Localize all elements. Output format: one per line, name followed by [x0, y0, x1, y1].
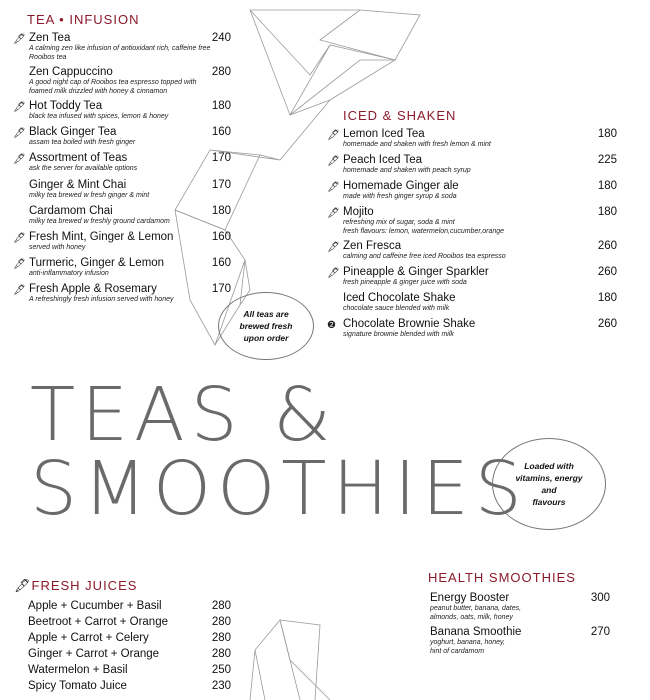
item-name: Beetroot + Carrot + Orange [28, 616, 168, 628]
leaf-icon: 🖋 [327, 268, 340, 279]
teas-note-badge: All teas are brewed fresh upon order [218, 292, 314, 360]
item-price: 180 [597, 206, 617, 218]
fresh-juices-list [28, 600, 231, 696]
item-price: 280 [211, 600, 231, 612]
item-name: Ginger & Mint Chai [29, 179, 127, 191]
smoothie-note-badge: Loaded with vitamins, energy and flavours [492, 438, 606, 530]
item-description: chocolate sauce blended with milk [343, 305, 450, 312]
item-description: milky tea brewed w freshly ground cardamom [29, 218, 170, 225]
leaf-icon: 🖋 [13, 154, 26, 165]
page-title-line2: SMOOTHIES [30, 446, 528, 532]
item-name: Zen Fresca [343, 240, 402, 252]
item-price: 160 [211, 231, 231, 243]
item-price: 280 [211, 632, 231, 644]
fresh-juices-title-text: FRESH JUICES [31, 578, 138, 593]
leaf-icon: 🖋 [327, 130, 340, 141]
item-name: Assortment of Teas [29, 152, 128, 164]
item-description: calming and caffeine free iced Rooibos tea espresso [343, 253, 506, 260]
item-price: 225 [597, 154, 617, 166]
item-name: Banana Smoothie [430, 626, 522, 638]
item-name: Iced Chocolate Shake [343, 292, 456, 304]
item-description: homemade and shaken with peach syrup [343, 167, 471, 174]
item-price: 180 [211, 100, 231, 112]
item-description: fresh pineapple & ginger juice with soda [343, 279, 467, 286]
item-name: Apple + Carrot + Celery [28, 632, 149, 644]
item-name: Zen Cappuccino [29, 66, 113, 78]
item-description: peanut butter, banana, dates, almonds, oats, milk, honey [430, 605, 522, 621]
item-description: homemade and shaken with fresh lemon & mint [343, 141, 491, 148]
item-name: Black Ginger Tea [29, 126, 117, 138]
tea-infusion-title: TEA • INFUSION [27, 12, 140, 27]
item-price: 260 [597, 318, 617, 330]
item-description: anti-inflammatory infusion [29, 270, 109, 277]
item-description: assam tea boiled with fresh ginger [29, 139, 136, 146]
leaf-icon: 🖋 [14, 578, 32, 593]
item-description: made with fresh ginger syrup & soda [343, 193, 457, 200]
leaf-icon: 🖋 [13, 259, 26, 270]
page-title-line1: TEAS & [30, 372, 337, 458]
leaf-icon: 🖋 [13, 102, 26, 113]
item-description: refreshing mix of sugar, soda & mint fresh flavours: lemon, watermelon,cucumber,orange [343, 219, 505, 235]
item-description: yoghurt, banana, honey, hint of cardamom [430, 639, 505, 655]
iced-shaken-title: ICED & SHAKEN [343, 108, 457, 123]
item-price: 170 [211, 179, 231, 191]
item-price: 280 [211, 616, 231, 628]
health-smoothies-title: HEALTH SMOOTHIES [428, 570, 576, 585]
item-description: A good night cap of Rooibos tea espresso topped with foamed milk drizzled with honey & cinnamon [29, 79, 197, 95]
leaf-icon: 🖋 [327, 242, 340, 253]
item-name: Spicy Tomato Juice [28, 680, 127, 692]
item-description: ask the server for available options [29, 165, 138, 172]
item-price: 260 [597, 240, 617, 252]
item-price: 180 [597, 128, 617, 140]
fresh-juices-title [14, 578, 137, 594]
item-description: signature brownie blended with milk [343, 331, 454, 338]
item-name: Chocolate Brownie Shake [343, 318, 476, 330]
item-price: 170 [211, 152, 231, 164]
item-name: Watermelon + Basil [28, 664, 128, 676]
item-name: Turmeric, Ginger & Lemon [29, 257, 165, 269]
item-price: 300 [590, 592, 610, 604]
leaf-icon: 🖋 [13, 128, 26, 139]
item-description: A refreshingly fresh infusion served with honey [29, 296, 174, 303]
signature-badge-icon: ❷ [327, 320, 336, 331]
item-name: Hot Toddy Tea [29, 100, 103, 112]
leaf-icon: 🖋 [13, 233, 26, 244]
item-price: 280 [211, 66, 231, 78]
item-name: Fresh Apple & Rosemary [29, 283, 157, 295]
leaf-icon: 🖋 [13, 34, 26, 45]
item-price: 160 [211, 257, 231, 269]
item-price: 170 [211, 283, 231, 295]
item-name: Zen Tea [29, 32, 71, 44]
leaf-icon: 🖋 [327, 156, 340, 167]
item-name: Energy Booster [430, 592, 510, 604]
item-price: 180 [597, 180, 617, 192]
item-name: Lemon Iced Tea [343, 128, 425, 140]
leaf-icon: 🖋 [327, 182, 340, 193]
item-price: 180 [597, 292, 617, 304]
item-price: 160 [211, 126, 231, 138]
item-description: A calming zen like infusion of antioxidant rich, caffeine free Rooibos tea [29, 45, 211, 61]
item-name: Homemade Ginger ale [343, 180, 459, 192]
item-name: Mojito [343, 206, 374, 218]
leaf-icon: 🖋 [13, 285, 26, 296]
item-price: 240 [211, 32, 231, 44]
item-name: Fresh Mint, Ginger & Lemon [29, 231, 174, 243]
item-description: served with honey [29, 244, 86, 251]
item-name: Peach Iced Tea [343, 154, 423, 166]
leaf-icon: 🖋 [327, 208, 340, 219]
item-price: 260 [597, 266, 617, 278]
item-price: 180 [211, 205, 231, 217]
item-description: black tea infused with spices, lemon & honey [29, 113, 169, 120]
item-price: 280 [211, 648, 231, 660]
item-name: Apple + Cucumber + Basil [28, 600, 162, 612]
item-price: 230 [211, 680, 231, 692]
item-description: milky tea brewed w fresh ginger & mint [29, 192, 150, 199]
item-price: 250 [211, 664, 231, 676]
item-name: Ginger + Carrot + Orange [28, 648, 160, 660]
item-price: 270 [590, 626, 610, 638]
item-name: Cardamom Chai [29, 205, 113, 217]
item-name: Pineapple & Ginger Sparkler [343, 266, 489, 278]
